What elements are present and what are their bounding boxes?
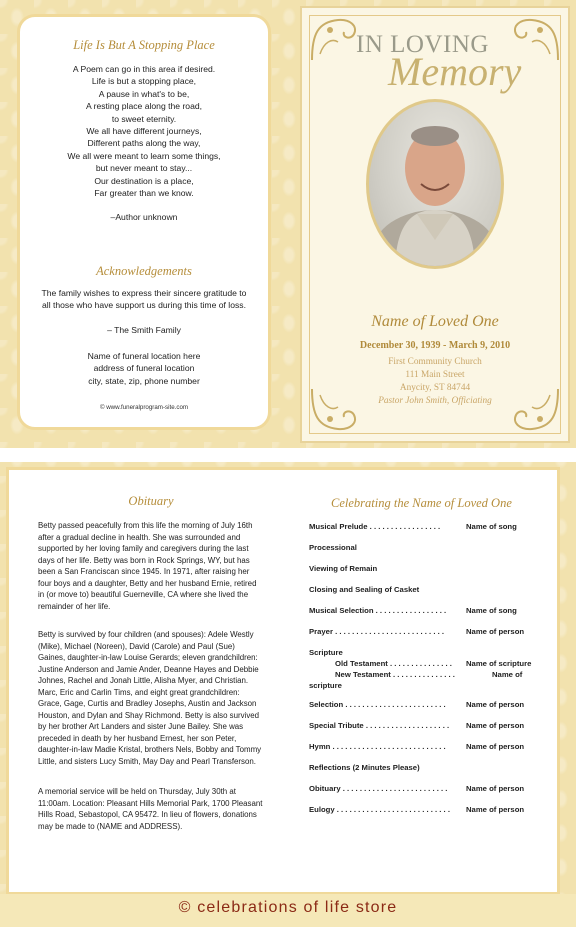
poem-author: –Author unknown xyxy=(110,212,178,223)
church-name: First Community Church xyxy=(388,357,482,367)
obituary-paragraph: Betty is survived by four children (and spouses): Adele Westly (Mike), Michael (Noreen), David (Carole) and Paul (Sue) Gaines, daughter-in-law Louise Gerards; eleven grandchildren: Justine Anderson and Jamie Ander, Deanne Hayes and Debbie Johnes, Rachel and Jonah Little, Alisha Myer, and Christian. Marc, Eric and Carlin Tims, and eight great grandchildren: Grace, Gage, Curtis and Bradley Josephs, Austin and Jackson Houston, and Dylan and Shay Richmond. Betty is also survived by her brother Art Landers and sister June Bailey. She was preceded in death by her husband Ernest, her son Peter, daughter-in-law Madie Kristal, brothers Nels, Bobby and Tommy Little, and sisters Lucy Smith, May Day and Pearl Transferson. xyxy=(38,630,262,766)
footer-credit: © celebrations of life store xyxy=(0,894,576,927)
poem-line: We all have different journeys, xyxy=(86,126,202,137)
cover-title-line2: Memory xyxy=(388,49,522,94)
acknowledgements-title: Acknowledgements xyxy=(96,264,192,278)
program-subrow: scripture xyxy=(309,681,342,690)
program-row: Prayer . . . . . . . . . . . . . . . . . . . . . . . . . . Name of person xyxy=(309,627,525,636)
poem-line: Our destination is a place, xyxy=(94,175,194,186)
loved-one-name: Name of Loved One xyxy=(371,313,499,330)
program-row: Special Tribute . . . . . . . . . . . . . . . . . . . . Name of person xyxy=(309,721,525,730)
program-row: Reflections (2 Minutes Please) xyxy=(309,763,420,772)
program-row: Eulogy . . . . . . . . . . . . . . . . . . . . . . . . . . . Name of person xyxy=(309,805,525,814)
life-dates: December 30, 1939 - March 9, 2010 xyxy=(359,340,511,351)
church-street: 111 Main Street xyxy=(405,370,465,380)
obituary-paragraph: Betty passed peacefully from this life the morning of July 16th after a gradual decline in health. She was surrounded and supported by her loving family and caregivers during the last days of her life. Betty was born in Rock Springs, WY, but has been a San Franciscan since 1945. In 1971, after raising her four boys and a daughter, Betty and her husband Ernie, retired in (or move to) beautiful Guerneville, CA where she lived the remainder of her life. xyxy=(38,521,257,611)
location-line: city, state, zip, phone number xyxy=(88,375,200,386)
acknowledgements-text: The family wishes to express their sincere gratitude to all those who have support us during this time of loss. xyxy=(41,288,247,311)
poem-text xyxy=(20,63,268,224)
poem-line: A Poem can go in this area if desired. xyxy=(72,64,216,74)
poem-title: Life Is But A Stopping Place xyxy=(73,38,215,52)
poem-line: Far greater than we know. xyxy=(94,188,194,199)
funeral-location xyxy=(20,350,268,387)
poem-line: Different paths along the way, xyxy=(87,138,201,149)
officiant: Pastor John Smith, Officiating xyxy=(378,396,492,406)
program-row: Selection . . . . . . . . . . . . . . . . . . . . . . . . Name of person xyxy=(309,700,525,709)
location-line: Name of funeral location here xyxy=(87,351,201,361)
cover-title-line1: IN LOVING xyxy=(356,31,489,58)
program-row: Hymn . . . . . . . . . . . . . . . . . . . . . . . . . . . Name of person xyxy=(309,742,525,751)
program-row: Scripture xyxy=(309,648,343,657)
program-row: Musical Prelude . . . . . . . . . . . . . . . . . Name of song xyxy=(309,522,517,531)
location-line: address of funeral location xyxy=(93,363,195,374)
poem-line: Life is but a stopping place, xyxy=(91,76,197,87)
program-row: Viewing of Remain xyxy=(309,564,378,573)
obituary-paragraph: A memorial service will be held on Thursday, July 30th at 11:00am. Location: Pleasant Hills Memorial Park, 1700 Pleasant Hills Road, Sebastopol, CA 95472. In lieu of flowers, donations may be made to (NAME and ADDRESS). xyxy=(38,787,263,831)
program-list xyxy=(309,522,541,822)
program-row: Musical Selection . . . . . . . . . . . . . . . . . Name of song xyxy=(309,606,517,615)
poem-panel xyxy=(17,14,271,430)
poem-line: We all were meant to learn some things, xyxy=(67,150,221,161)
poem-line: to sweet eternity. xyxy=(111,113,177,124)
program-row: Processional xyxy=(309,543,357,552)
church-city: Anycity, ST 84744 xyxy=(399,383,471,393)
program-title: Celebrating the Name of Loved One xyxy=(331,496,512,510)
service-location xyxy=(300,356,570,408)
program-row: Closing and Sealing of Casket xyxy=(309,585,420,594)
page-divider xyxy=(0,448,576,462)
portrait-photo xyxy=(366,99,504,269)
program-subrow: New Testament . . . . . . . . . . . . . . . Name of xyxy=(335,670,523,679)
website: © www.funeralprogram-site.com xyxy=(99,404,189,411)
poem-line: but never meant to stay... xyxy=(95,163,193,174)
acknowledgements-signature: – The Smith Family xyxy=(107,325,181,335)
program-subrow: Old Testament . . . . . . . . . . . . . . . Name of scripture xyxy=(335,659,532,668)
poem-line: A resting place along the road, xyxy=(85,101,203,112)
obituary-title: Obituary xyxy=(128,494,174,508)
poem-line: A pause in what's to be, xyxy=(98,88,190,99)
program-row: Obituary . . . . . . . . . . . . . . . . . . . . . . . . . Name of person xyxy=(309,784,525,793)
